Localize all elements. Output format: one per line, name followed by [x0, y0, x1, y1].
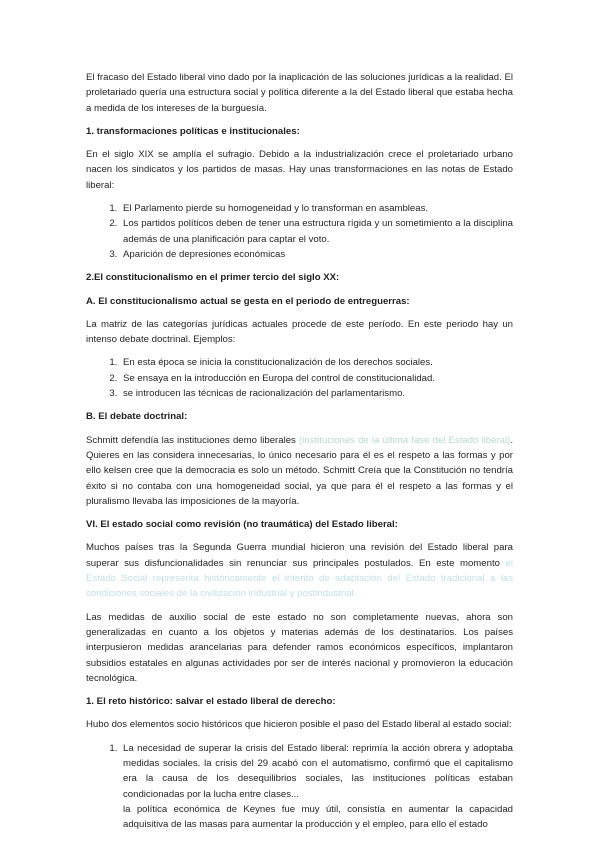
section-b-highlight: (instituciones de la última fase del Estado liberal): [298, 434, 511, 446]
section-b-paragraph: [86, 433, 513, 509]
section-2-heading: 2.El constitucionalismo en el primer tercio del siglo XX:: [86, 272, 340, 284]
section-1b-list: [86, 741, 513, 833]
section-b-heading: B. El debate doctrinal:: [86, 411, 188, 423]
list-item: 2. Se ensaya en la introducción en Europa del control de constitucionalidad.: [120, 371, 513, 386]
list-item: 1. En esta época se inicia la constitucionalización de los derechos sociales.: [120, 355, 513, 370]
section-1b-paragraph: Hubo dos elementos socio históricos que hicieron posible el paso del Estado liberal al estado social:: [86, 719, 512, 731]
section-b-text-start: Schmitt defendía las instituciones demo liberales: [86, 434, 299, 446]
section-vi-text-start: Muchos países tras la Segunda Guerra mundial hicieron una revisión del Estado liberal para superar sus disfuncionalidades sin renunciar sus principales postulados. En este momento: [86, 542, 513, 569]
section-vi-highlight: el Estado Social representa históricamente el intento de adaptación del Estado tradicional a las condiciones sociales de la civilización industrial y postindustrial.: [86, 557, 513, 600]
section-1-paragraph: En el siglo XIX se amplía el sufragio. Debido a la industrialización crece el proletariado urbano nacen los sindicatos y los partidos de masas. Hay unas transformaciones en las notas de Estado liberal:: [86, 149, 513, 191]
section-a-list: [86, 355, 513, 401]
section-b-text-end: . Quieres en las considera innecesarias, lo único necesario para él es el respeto a las formas y por ello kelsen cree que la democracia es solo un método. Schmitt Creía que la Constitución no tendría éxito si no contaba con una homogeneidad social, ya que para él el respeto a las formas y el pluralismo llevaba las imposiciones de la mayoría.: [86, 434, 513, 507]
section-a-heading: A. El constitucionalismo actual se gesta en el periodo de entreguerras:: [86, 295, 410, 307]
list-item: 3. se introducen las técnicas de racionalización del parlamentarismo.: [120, 386, 513, 401]
section-vi-heading: VI. El estado social como revisión (no traumática) del Estado liberal:: [86, 519, 398, 531]
list-item-text: La necesidad de superar la crisis del Estado liberal: reprimía la acción obrera y adoptaba medidas sociales. la crisis del 29 acabó con el automatismo, confirmó que el capitalismo era la causa de los desequilibrios sociales, las instituciones políticas estaban condicionadas por la lucha entre clases...: [123, 742, 513, 800]
section-1b-heading: 1. El reto histórico: salvar el estado liberal de derecho:: [86, 696, 336, 708]
section-1-heading: 1. transformaciones políticas e institucionales:: [86, 125, 300, 137]
list-item: [120, 741, 513, 833]
list-item-continuation: la política económica de Keynes fue muy útil, consistía en aumentar la capacidad adquisitiva de las masas para aumentar la producción y el empleo, para ello el estado: [123, 803, 513, 831]
list-item: 2. Los partidos políticos deben de tener una estructura rígida y un sometimiento a la disciplina además de una planificación para captar el voto.: [120, 216, 513, 247]
section-1-list: [86, 201, 513, 262]
intro-paragraph: El fracaso del Estado liberal vino dado por la inaplicación de las soluciones jurídicas a la realidad. El proletariado quería una estructura social y política diferente a la del Estado liberal que estaba hecha a medida de los intereses de la burguesía.: [86, 72, 513, 114]
list-item: 1. El Parlamento pierde su homogeneidad y lo transforman en asambleas.: [120, 201, 513, 216]
section-vi-paragraph: [86, 540, 513, 601]
section-vi-paragraph-2: Las medidas de auxilio social de este estado no son completamente nuevas, ahora son generalizadas en cuanto a los objetos y materias además de los destinatarios. Los países interpusieron medidas arancelarias para defender ramos económicos específicos, implantaron subsidios estatales en algunas actividades por ser de interés nacional y promovieron la educación tecnológica.: [86, 611, 513, 684]
section-a-paragraph: La matriz de las categorías jurídicas actuales procede de este período. En este periodo hay un intenso debate doctrinal. Ejemplos:: [86, 318, 513, 346]
list-item: 3. Aparición de depresiones económicas: [120, 247, 513, 262]
